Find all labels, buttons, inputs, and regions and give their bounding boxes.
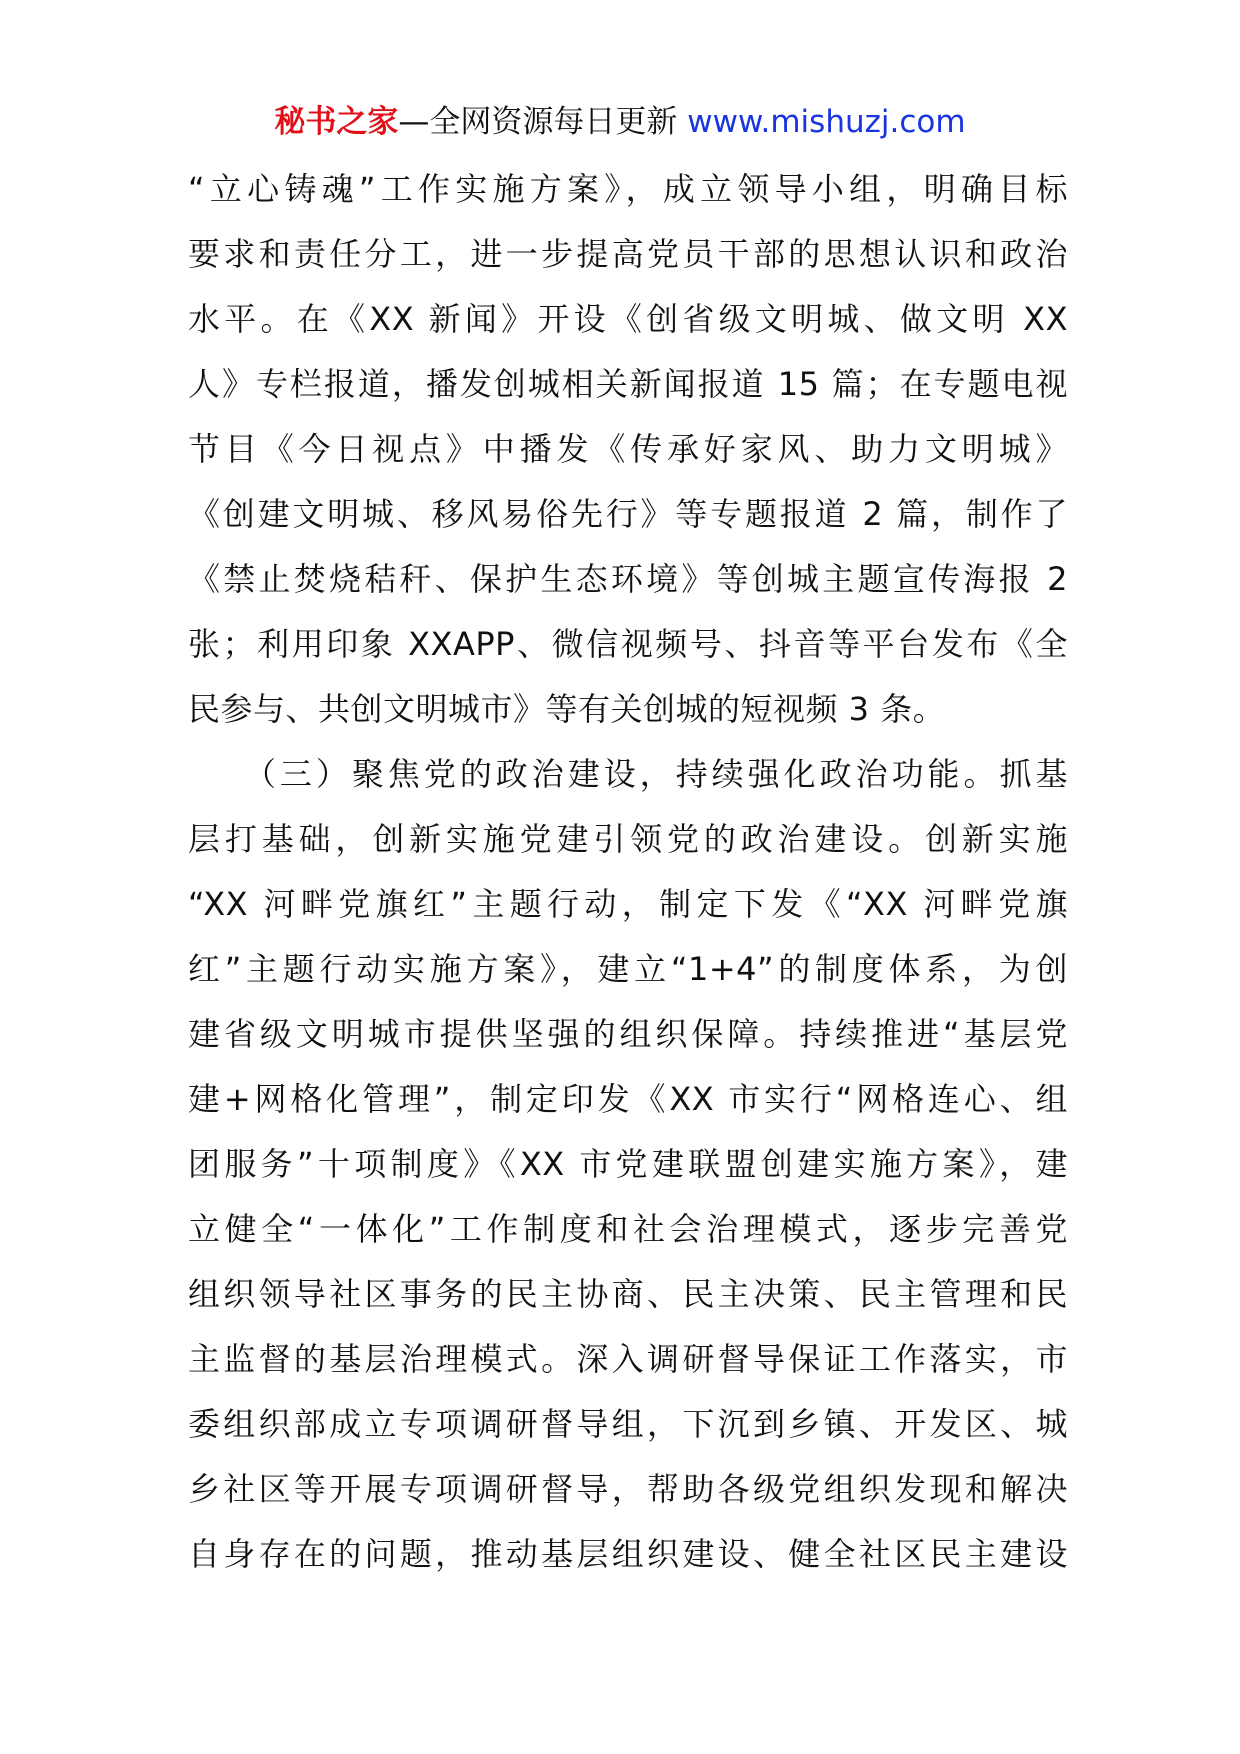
- text-line: 建省级文明城市提供坚强的组织保障。持续推进“基层党: [188, 1015, 1068, 1053]
- page-header: [0, 100, 1240, 144]
- header-tagline: —全网资源每日更新: [398, 104, 688, 140]
- text-line: 要求和责任分工，进一步提高党员干部的思想认识和政治: [188, 235, 1068, 273]
- text-line: 节目《今日视点》中播发《传承好家风、助力文明城》: [188, 430, 1068, 468]
- text-line: 委组织部成立专项调研督导组，下沉到乡镇、开发区、城: [188, 1405, 1068, 1443]
- text-line: 乡社区等开展专项调研督导，帮助各级党组织发现和解决: [188, 1470, 1068, 1508]
- document-body: [188, 157, 1068, 1587]
- text-line: 团服务”十项制度》《XX 市党建联盟创建实施方案》，建: [188, 1145, 1068, 1183]
- text-line: “XX 河畔党旗红”主题行动，制定下发《“XX 河畔党旗: [188, 885, 1068, 923]
- text-line: 自身存在的问题，推动基层组织建设、健全社区民主建设: [188, 1535, 1068, 1573]
- text-line: 主监督的基层治理模式。深入调研督导保证工作落实，市: [188, 1340, 1068, 1378]
- text-line: 层打基础，创新实施党建引领党的政治建设。创新实施: [188, 820, 1068, 858]
- text-line: 人》专栏报道，播发创城相关新闻报道 15 篇；在专题电视: [188, 365, 1068, 403]
- brand-name: 秘书之家: [274, 104, 399, 140]
- section-heading-line: （三）聚焦党的政治建设，持续强化政治功能。抓基: [188, 755, 1068, 793]
- text-line: 组织领导社区事务的民主协商、民主决策、民主管理和民: [188, 1275, 1068, 1313]
- text-line: 《禁止焚烧秸秆、保护生态环境》等创城主题宣传海报 2: [188, 560, 1068, 598]
- text-line: 红”主题行动实施方案》，建立“1+4”的制度体系，为创: [188, 950, 1068, 988]
- text-line: 张；利用印象 XXAPP、微信视频号、抖音等平台发布《全: [188, 625, 1068, 663]
- paragraph-last-line: 民参与、共创文明城市》等有关创城的短视频 3 条。: [188, 690, 946, 728]
- text-line: 立健全“一体化”工作制度和社会治理模式，逐步完善党: [188, 1210, 1068, 1248]
- text-line: 建+网格化管理”，制定印发《XX 市实行“网格连心、组: [188, 1080, 1068, 1118]
- text-line: “立心铸魂”工作实施方案》，成立领导小组，明确目标: [188, 170, 1068, 208]
- header-url[interactable]: www.mishuzj.com: [687, 104, 966, 140]
- text-line: 《创建文明城、移风易俗先行》等专题报道 2 篇，制作了: [188, 495, 1068, 533]
- text-line: 水平。在《XX 新闻》开设《创省级文明城、做文明 XX: [188, 300, 1068, 338]
